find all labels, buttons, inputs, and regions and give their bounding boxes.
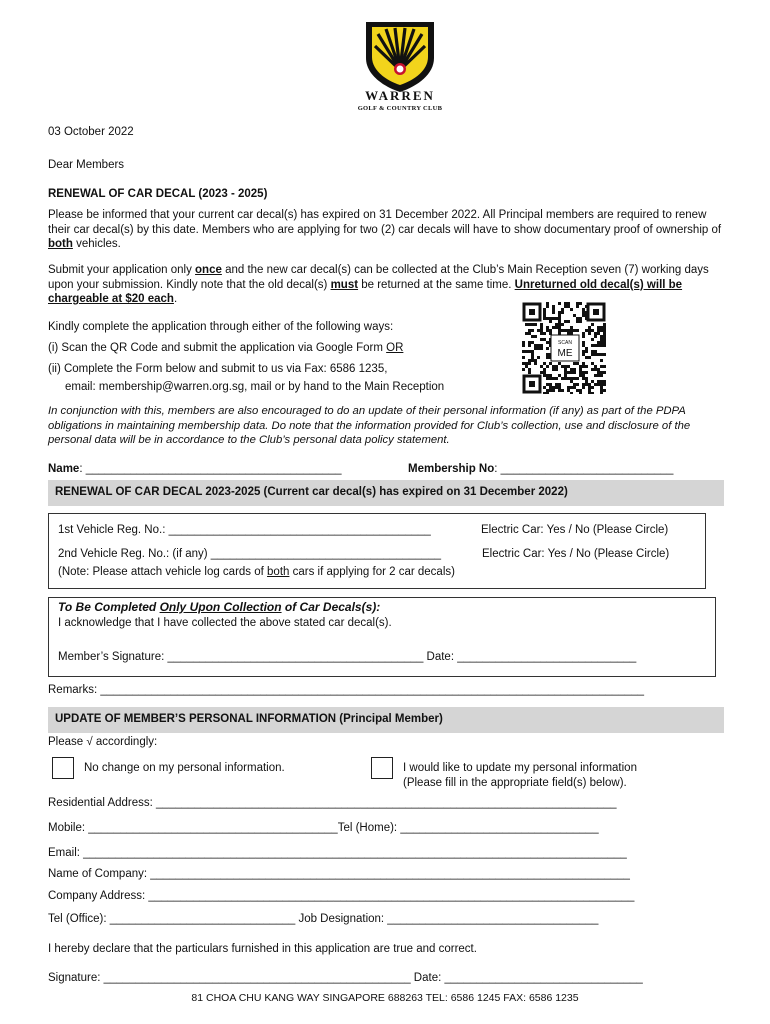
update-info-checkbox[interactable] (371, 757, 393, 779)
collection-signature[interactable]: Member’s Signature: ________________________________________ Date: ____________________________ (58, 651, 637, 663)
no-change-label: No change on my personal information. (84, 762, 285, 774)
update-info-label-1: I would like to update my personal information (403, 762, 637, 774)
pdpa-notice: In conjunction with this, members are also encouraged to do an update of their personal information (if any) as part of the PDPA obligations in maintaining membership data. Do note that the information provided for Club’s collection, use and disclosure of the personal data will be in accordance to the Club’s personal data policy statement. (48, 405, 691, 446)
salutation: Dear Members (48, 159, 125, 171)
signature-field[interactable]: Signature: ________________________________________________ Date: _______________________________ (48, 972, 643, 984)
mobile-tel-field[interactable]: Mobile: _______________________________________Tel (Home): _______________________________ (48, 822, 599, 834)
letter-date: 03 October 2022 (48, 126, 134, 138)
please-tick: Please √ accordingly: (48, 736, 158, 748)
qr-code[interactable] (522, 302, 606, 394)
letter-title: RENEWAL OF CAR DECAL (2023 - 2025) (48, 188, 268, 200)
no-change-checkbox[interactable] (52, 757, 74, 779)
membership-row: Membership No: ___________________________ (408, 463, 674, 475)
vehicle-2-field[interactable]: 2nd Vehicle Reg. No.: (if any) ____________________________________ (58, 548, 442, 560)
company-address-field[interactable]: Company Address: ____________________________________________________________________________ (48, 890, 635, 902)
ways-intro: Kindly complete the application through either of the following ways: (48, 321, 394, 333)
section-car-decal-title: RENEWAL OF CAR DECAL 2023-2025 (Current car decal(s) has expired on 31 December 2022) (55, 486, 568, 498)
residential-address-field[interactable]: Residential Address: ________________________________________________________________________ (48, 797, 617, 809)
tel-office-field[interactable]: Tel (Office): _____________________________ Job Designation: _________________________________ (48, 913, 599, 925)
qr-label-scan: SCAN (558, 340, 572, 346)
vehicle-2-electric[interactable]: Electric Car: Yes / No (Please Circle) (482, 548, 670, 560)
way-form-2: email: membership@warren.org.sg, mail or by hand to the Main Reception (65, 381, 445, 393)
declaration: I hereby declare that the particulars furnished in this application are true and correct. (48, 943, 477, 955)
vehicle-1-field[interactable]: 1st Vehicle Reg. No.: _________________________________________ (58, 524, 431, 536)
way-form-1: (ii) Complete the Form below and submit to us via Fax: 6586 1235, (48, 363, 388, 375)
vehicle-1-electric[interactable]: Electric Car: Yes / No (Please Circle) (481, 524, 669, 536)
remarks-field[interactable]: Remarks: _____________________________________________________________________________________ (48, 684, 645, 696)
section-personal-info-title: UPDATE OF MEMBER’S PERSONAL INFORMATION (Principal Member) (55, 713, 443, 725)
section-personal-info-header (48, 707, 724, 733)
vehicle-note: (Note: Please attach vehicle log cards of both cars if applying for 2 car decals) (58, 566, 455, 578)
update-info-label-2: (Please fill in the appropriate field(s) below). (403, 777, 627, 789)
club-name: WARREN (365, 88, 435, 103)
name-row: Name: ________________________________________ (48, 463, 342, 475)
footer-address: 81 CHOA CHU KANG WAY SINGAPORE 688263 TEL: 6586 1245 FAX: 6586 1235 (191, 992, 579, 1004)
paragraph-submission: Submit your application only once and the new car decal(s) can be collected at the Club’s Main Reception seven (7) working days upon your submission. Kindly note that the old decal(s) must be returned at the same time. Unreturned old decal(s) will be chargeable at $20 each. (48, 264, 709, 305)
collection-ack: I acknowledge that I have collected the above stated car decal(s). (58, 617, 392, 629)
email-field[interactable]: Email: _____________________________________________________________________________________ (48, 847, 627, 859)
way-qr: (i) Scan the QR Code and submit the application via Google Form OR (48, 342, 404, 354)
section-car-decal-header (48, 480, 724, 506)
collection-title: To Be Completed Only Upon Collection of Car Decals(s): (58, 600, 381, 614)
club-brand (330, 88, 470, 112)
qr-label-me: ME (557, 348, 573, 359)
club-subtitle: GOLF & COUNTRY CLUB (357, 105, 443, 112)
paragraph-renewal: Please be informed that your current car decal(s) has expired on 31 December 2022. All Principal members are required to renew their car decal(s) by this date. Members who are applying for two (2) car decals will have to show documentary proof of ownership of both vehicles. (48, 209, 722, 250)
company-name-field[interactable]: Name of Company: ___________________________________________________________________________ (48, 868, 630, 880)
